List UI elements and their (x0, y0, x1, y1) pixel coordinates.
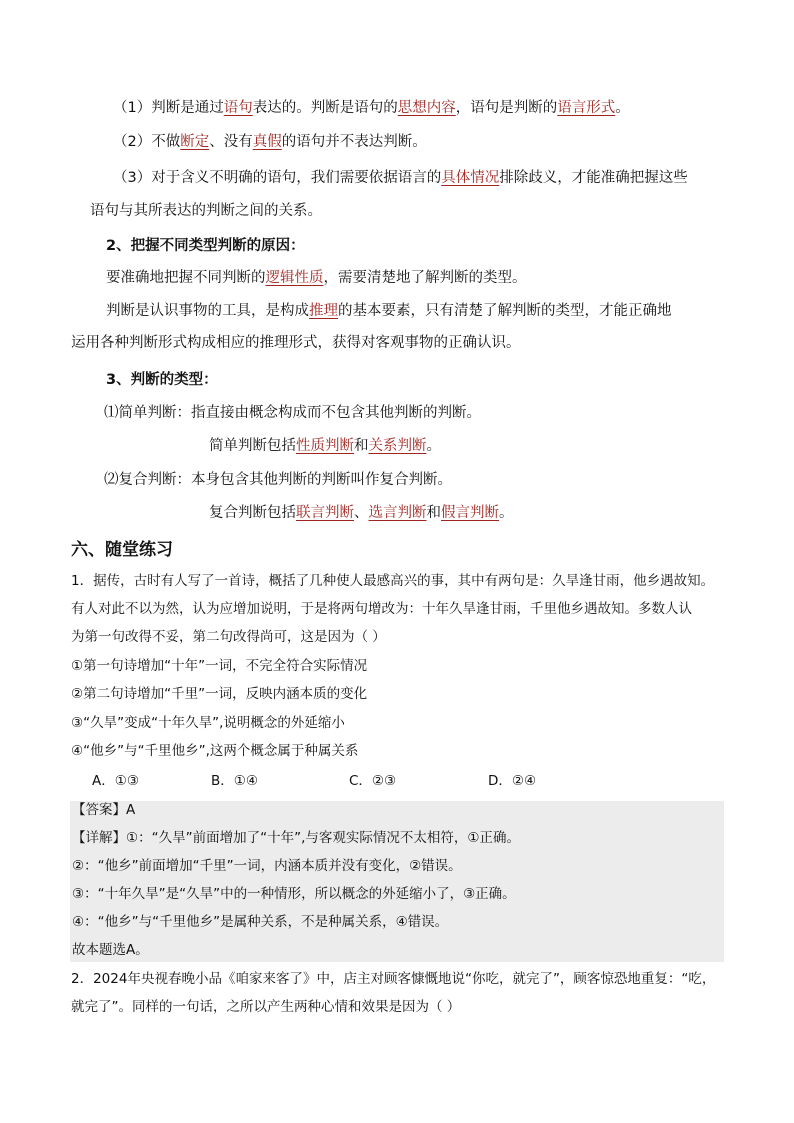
term-yuju: 语句 (223, 100, 253, 116)
term-guanxi-panduan: 关系判断 (368, 438, 427, 454)
q1-option-a: A．①③ (92, 773, 139, 789)
para-reason-2: 判断是认识事物的工具，是构成推理的基本要素，只有清楚了解判断的类型，才能正确地 (106, 303, 672, 319)
term-lianyan-panduan: 联言判断 (296, 505, 354, 521)
q1-detail-1: 【详解】①：“久旱”前面增加了“十年”,与客观实际情况不太相符，①正确。 (72, 830, 520, 846)
simple-judgment-includes: 简单判断包括性质判断和关系判断。 (209, 438, 441, 454)
q1-option-d: D．②④ (488, 773, 537, 789)
term-juti-qingkuang: 具体情况 (441, 170, 500, 186)
q1-stem-line-2: 有人对此不以为然，认为应增加说明，于是将两句增改为：十年久旱逢甘雨，千里他乡遇故知。多数人认 (71, 601, 692, 617)
term-xingzhi-panduan: 性质判断 (296, 438, 354, 454)
q1-item-1: ①第一句诗增加“十年”一词，不完全符合实际情况 (71, 658, 368, 674)
q2-stem-line-1: 2．2024年央视春晚小品《咱家来客了》中，店主对顾客慷慨地说“你吃，就完了”，顾客惊恐地重复：“吃， (71, 971, 716, 987)
section-6-title: 六、随堂练习 (71, 540, 173, 560)
simple-judgment-def: ⑴简单判断：指直接由概念构成而不包含其他判断的判断。 (104, 405, 481, 421)
term-xuanyan-panduan: 选言判断 (368, 505, 427, 521)
q1-answer: 【答案】A (72, 802, 136, 818)
q1-option-b: B．①④ (211, 773, 258, 789)
term-luoji-xingzhi: 逻辑性质 (265, 270, 324, 286)
q1-item-4: ④“他乡”与“千里他乡”,这两个概念属于种属关系 (71, 743, 359, 759)
term-yuyan-xingshi: 语言形式 (557, 100, 616, 116)
para-statement-3-cont: 语句与其所表达的判断之间的关系。 (90, 203, 322, 219)
term-zhenjia: 真假 (252, 134, 282, 150)
q1-stem-line-1: 1．据传，古时有人写了一首诗，概括了几种使人最感高兴的事，其中有两句是：久旱逢甘雨，他乡遇故知。 (71, 573, 715, 589)
term-sixiang-neirong: 思想内容 (397, 100, 456, 116)
term-jiayan-panduan: 假言判断 (441, 505, 499, 521)
q2-stem-line-2: 就完了”。同样的一句话，之所以产生两种心情和效果是因为（ ） (71, 999, 461, 1015)
section-2-title: 2、把握不同类型判断的原因： (106, 238, 305, 254)
para-statement-1: （1）判断是通过语句表达的。判断是语句的思想内容，语句是判断的语言形式。 (113, 100, 630, 116)
compound-judgment-def: ⑵复合判断：本身包含其他判断的判断叫作复合判断。 (104, 472, 452, 488)
q1-detail-3: ③：“十年久旱”是“久旱”中的一种情形，所以概念的外延缩小了，③正确。 (72, 886, 516, 902)
q1-detail-4: ④：“他乡”与“千里他乡”是属种关系，不是种属关系，④错误。 (72, 914, 449, 930)
term-duanding: 断定 (180, 134, 210, 150)
term-tuili: 推理 (309, 303, 338, 319)
q1-detail-2: ②：“他乡”前面增加“千里”一词，内涵本质并没有变化，②错误。 (72, 858, 462, 874)
para-statement-2: （2）不做断定、没有真假的语句并不表达判断。 (113, 134, 427, 150)
q1-detail-5: 故本题选A。 (72, 942, 149, 958)
answer-block (70, 801, 724, 962)
q1-option-c: C．②③ (349, 773, 397, 789)
q1-item-3: ③“久旱”变成“十年久旱”,说明概念的外延缩小 (71, 715, 345, 731)
para-reason-2-cont: 运用各种判断形式构成相应的推理形式，获得对客观事物的正确认识。 (71, 335, 521, 351)
compound-judgment-includes: 复合判断包括联言判断、选言判断和假言判断。 (209, 505, 514, 521)
section-3-title: 3、判断的类型： (106, 372, 218, 388)
q1-item-2: ②第二句诗增加“千里”一词，反映内涵本质的变化 (71, 686, 368, 702)
para-reason-1: 要准确地把握不同判断的逻辑性质，需要清楚地了解判断的类型。 (106, 270, 527, 286)
q1-stem-line-3: 为第一句改得不妥，第二句改得尚可，这是因为（ ） (71, 629, 386, 645)
para-statement-3: （3）对于含义不明确的语句，我们需要依据语言的具体情况排除歧义，才能准确把握这些 (113, 170, 688, 186)
